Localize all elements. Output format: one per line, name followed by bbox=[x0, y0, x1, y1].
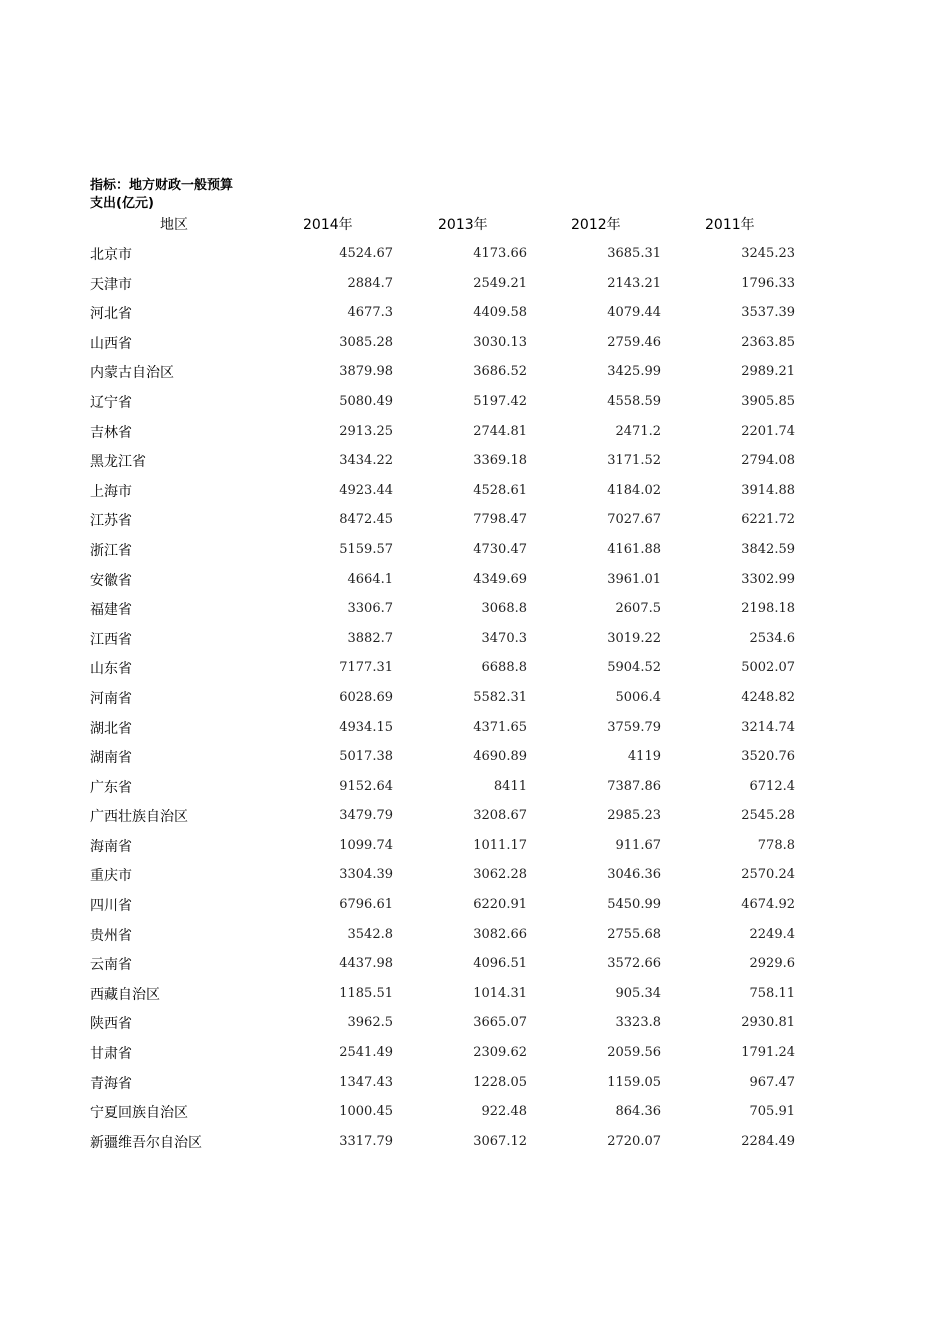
value-2014-cell: 4677.3 bbox=[347, 305, 393, 321]
value-2013-cell: 3686.52 bbox=[473, 364, 527, 380]
value-2012-cell: 3759.79 bbox=[607, 719, 661, 735]
value-2013-cell: 7798.47 bbox=[473, 512, 527, 528]
table-row bbox=[0, 682, 950, 712]
value-2014-cell: 2913.25 bbox=[339, 423, 393, 439]
value-2012-cell: 1159.05 bbox=[607, 1074, 661, 1090]
table-row bbox=[0, 1067, 950, 1097]
table-row bbox=[0, 1096, 950, 1126]
value-2014-cell: 3085.28 bbox=[339, 334, 393, 350]
value-2013-cell: 2744.81 bbox=[473, 423, 527, 439]
region-cell: 宁夏回族自治区 bbox=[90, 1105, 188, 1122]
value-2014-cell: 4437.98 bbox=[339, 956, 393, 972]
value-2011-cell: 3905.85 bbox=[741, 393, 795, 409]
value-2012-cell: 7387.86 bbox=[607, 778, 661, 794]
region-cell: 江西省 bbox=[90, 631, 132, 648]
value-2014-cell: 3882.7 bbox=[347, 630, 393, 646]
region-cell: 陕西省 bbox=[90, 1016, 132, 1033]
value-2012-cell: 2143.21 bbox=[607, 275, 661, 291]
table-row bbox=[0, 445, 950, 475]
value-2012-cell: 3961.01 bbox=[607, 571, 661, 587]
value-2014-cell: 4524.67 bbox=[339, 246, 393, 261]
region-cell: 天津市 bbox=[90, 276, 132, 293]
region-cell: 山西省 bbox=[90, 335, 132, 352]
value-2011-cell: 2545.28 bbox=[741, 808, 795, 824]
region-cell: 河南省 bbox=[90, 690, 132, 707]
value-2011-cell: 1791.24 bbox=[741, 1045, 795, 1061]
table-row bbox=[0, 356, 950, 386]
value-2014-cell: 2541.49 bbox=[339, 1045, 393, 1061]
region-cell: 江苏省 bbox=[90, 513, 132, 530]
table-row bbox=[0, 830, 950, 860]
value-2013-cell: 1228.05 bbox=[473, 1074, 527, 1090]
value-2011-cell: 1796.33 bbox=[741, 275, 795, 291]
table-row bbox=[0, 859, 950, 889]
region-cell: 新疆维吾尔自治区 bbox=[90, 1134, 202, 1151]
table-body bbox=[0, 238, 950, 1155]
value-2013-cell: 4409.58 bbox=[473, 305, 527, 321]
table-header bbox=[0, 212, 950, 234]
value-2012-cell: 5450.99 bbox=[607, 897, 661, 913]
region-cell: 海南省 bbox=[90, 838, 132, 855]
header-2011: 2011年 bbox=[705, 217, 755, 233]
region-cell: 四川省 bbox=[90, 898, 132, 915]
value-2011-cell: 705.91 bbox=[749, 1104, 795, 1120]
region-cell: 云南省 bbox=[90, 957, 132, 974]
value-2014-cell: 1185.51 bbox=[339, 985, 393, 1001]
value-2011-cell: 2989.21 bbox=[741, 364, 795, 380]
value-2013-cell: 1014.31 bbox=[473, 985, 527, 1001]
value-2013-cell: 3030.13 bbox=[473, 334, 527, 350]
region-cell: 浙江省 bbox=[90, 542, 132, 559]
value-2012-cell: 5904.52 bbox=[607, 660, 661, 676]
value-2012-cell: 4184.02 bbox=[607, 482, 661, 498]
value-2013-cell: 3208.67 bbox=[473, 808, 527, 824]
value-2014-cell: 9152.64 bbox=[339, 778, 393, 794]
header-2013: 2013年 bbox=[438, 217, 488, 233]
value-2012-cell: 4161.88 bbox=[607, 541, 661, 557]
value-2014-cell: 6028.69 bbox=[339, 689, 393, 705]
value-2014-cell: 8472.45 bbox=[339, 512, 393, 528]
table-row bbox=[0, 800, 950, 830]
value-2013-cell: 3665.07 bbox=[473, 1015, 527, 1031]
value-2012-cell: 3171.52 bbox=[607, 453, 661, 469]
value-2013-cell: 3082.66 bbox=[473, 926, 527, 942]
value-2013-cell: 5197.42 bbox=[473, 393, 527, 409]
value-2011-cell: 3914.88 bbox=[741, 482, 795, 498]
value-2014-cell: 3304.39 bbox=[339, 867, 393, 883]
value-2013-cell: 4096.51 bbox=[473, 956, 527, 972]
region-cell: 重庆市 bbox=[90, 868, 132, 885]
value-2011-cell: 2534.6 bbox=[749, 630, 795, 646]
value-2013-cell: 1011.17 bbox=[473, 837, 527, 853]
value-2012-cell: 2471.2 bbox=[615, 423, 661, 439]
table-row bbox=[0, 623, 950, 653]
value-2011-cell: 3537.39 bbox=[741, 305, 795, 321]
value-2011-cell: 3302.99 bbox=[741, 571, 795, 587]
value-2011-cell: 778.8 bbox=[757, 837, 795, 853]
table-row bbox=[0, 919, 950, 949]
table-row bbox=[0, 978, 950, 1008]
value-2011-cell: 2198.18 bbox=[741, 601, 795, 617]
value-2012-cell: 2755.68 bbox=[607, 926, 661, 942]
value-2013-cell: 3470.3 bbox=[481, 630, 527, 646]
value-2011-cell: 2363.85 bbox=[741, 334, 795, 350]
value-2014-cell: 5017.38 bbox=[339, 749, 393, 765]
value-2014-cell: 1000.45 bbox=[339, 1104, 393, 1120]
value-2013-cell: 2309.62 bbox=[473, 1045, 527, 1061]
table-row bbox=[0, 327, 950, 357]
value-2011-cell: 2930.81 bbox=[741, 1015, 795, 1031]
value-2013-cell: 3369.18 bbox=[473, 453, 527, 469]
value-2012-cell: 864.36 bbox=[615, 1104, 661, 1120]
table-row bbox=[0, 238, 950, 268]
region-cell: 山东省 bbox=[90, 661, 132, 678]
region-cell: 湖北省 bbox=[90, 720, 132, 737]
value-2014-cell: 4934.15 bbox=[339, 719, 393, 735]
region-cell: 贵州省 bbox=[90, 927, 132, 944]
value-2013-cell: 6688.8 bbox=[481, 660, 527, 676]
table-row bbox=[0, 889, 950, 919]
value-2013-cell: 4730.47 bbox=[473, 541, 527, 557]
value-2014-cell: 1099.74 bbox=[339, 837, 393, 853]
header-2014: 2014年 bbox=[303, 217, 353, 233]
table-row bbox=[0, 948, 950, 978]
region-cell: 辽宁省 bbox=[90, 394, 132, 411]
table-row bbox=[0, 268, 950, 298]
value-2013-cell: 4690.89 bbox=[473, 749, 527, 765]
value-2012-cell: 4079.44 bbox=[607, 305, 661, 321]
value-2012-cell: 3425.99 bbox=[607, 364, 661, 380]
value-2012-cell: 2985.23 bbox=[607, 808, 661, 824]
value-2012-cell: 5006.4 bbox=[615, 689, 661, 705]
table-row bbox=[0, 652, 950, 682]
value-2013-cell: 4349.69 bbox=[473, 571, 527, 587]
value-2012-cell: 4558.59 bbox=[607, 393, 661, 409]
value-2011-cell: 5002.07 bbox=[741, 660, 795, 676]
value-2014-cell: 7177.31 bbox=[339, 660, 393, 676]
region-cell: 青海省 bbox=[90, 1075, 132, 1092]
value-2012-cell: 3572.66 bbox=[607, 956, 661, 972]
value-2013-cell: 8411 bbox=[493, 778, 527, 794]
value-2014-cell: 3879.98 bbox=[339, 364, 393, 380]
value-2012-cell: 2059.56 bbox=[607, 1045, 661, 1061]
value-2012-cell: 2607.5 bbox=[615, 601, 661, 617]
table-row bbox=[0, 1037, 950, 1067]
value-2013-cell: 6220.91 bbox=[473, 897, 527, 913]
value-2011-cell: 2249.4 bbox=[749, 926, 795, 942]
value-2011-cell: 2570.24 bbox=[741, 867, 795, 883]
table-row bbox=[0, 416, 950, 446]
value-2012-cell: 911.67 bbox=[615, 837, 661, 853]
value-2014-cell: 2884.7 bbox=[347, 275, 393, 291]
value-2013-cell: 4528.61 bbox=[473, 482, 527, 498]
value-2012-cell: 3046.36 bbox=[607, 867, 661, 883]
region-cell: 北京市 bbox=[90, 247, 132, 263]
value-2013-cell: 5582.31 bbox=[473, 689, 527, 705]
value-2011-cell: 2201.74 bbox=[741, 423, 795, 439]
region-cell: 安徽省 bbox=[90, 572, 132, 589]
table-row bbox=[0, 534, 950, 564]
value-2011-cell: 3520.76 bbox=[741, 749, 795, 765]
value-2011-cell: 967.47 bbox=[749, 1074, 795, 1090]
value-2014-cell: 3542.8 bbox=[347, 926, 393, 942]
region-cell: 广西壮族自治区 bbox=[90, 809, 188, 826]
value-2011-cell: 3245.23 bbox=[741, 246, 795, 261]
value-2014-cell: 4664.1 bbox=[347, 571, 393, 587]
table-row bbox=[0, 386, 950, 416]
indicator-title-line1: 指标：地方财政一般预算 bbox=[90, 178, 234, 193]
value-2013-cell: 3067.12 bbox=[473, 1133, 527, 1149]
region-cell: 上海市 bbox=[90, 483, 132, 500]
table-row bbox=[0, 1126, 950, 1156]
region-cell: 湖南省 bbox=[90, 750, 132, 767]
value-2011-cell: 2284.49 bbox=[741, 1133, 795, 1149]
value-2012-cell: 3685.31 bbox=[607, 246, 661, 261]
value-2013-cell: 3068.8 bbox=[481, 601, 527, 617]
table-row bbox=[0, 564, 950, 594]
value-2014-cell: 5080.49 bbox=[339, 393, 393, 409]
value-2011-cell: 6221.72 bbox=[741, 512, 795, 528]
table-row bbox=[0, 475, 950, 505]
value-2012-cell: 905.34 bbox=[615, 985, 661, 1001]
value-2014-cell: 1347.43 bbox=[339, 1074, 393, 1090]
value-2011-cell: 6712.4 bbox=[749, 778, 795, 794]
region-cell: 广东省 bbox=[90, 779, 132, 796]
value-2013-cell: 4173.66 bbox=[473, 246, 527, 261]
value-2011-cell: 4248.82 bbox=[741, 689, 795, 705]
value-2012-cell: 3323.8 bbox=[615, 1015, 661, 1031]
region-cell: 福建省 bbox=[90, 602, 132, 619]
value-2011-cell: 4674.92 bbox=[741, 897, 795, 913]
header-2012: 2012年 bbox=[571, 217, 621, 233]
value-2012-cell: 7027.67 bbox=[607, 512, 661, 528]
value-2012-cell: 4119 bbox=[627, 749, 661, 765]
value-2014-cell: 4923.44 bbox=[339, 482, 393, 498]
value-2014-cell: 3317.79 bbox=[339, 1133, 393, 1149]
region-cell: 内蒙古自治区 bbox=[90, 365, 174, 382]
value-2011-cell: 2929.6 bbox=[749, 956, 795, 972]
table-row bbox=[0, 297, 950, 327]
region-cell: 黑龙江省 bbox=[90, 454, 146, 471]
table-row bbox=[0, 771, 950, 801]
value-2013-cell: 4371.65 bbox=[473, 719, 527, 735]
value-2014-cell: 3434.22 bbox=[339, 453, 393, 469]
value-2014-cell: 5159.57 bbox=[339, 541, 393, 557]
region-cell: 河北省 bbox=[90, 306, 132, 323]
table-row bbox=[0, 1007, 950, 1037]
value-2013-cell: 3062.28 bbox=[473, 867, 527, 883]
indicator-title bbox=[90, 177, 270, 213]
value-2011-cell: 3214.74 bbox=[741, 719, 795, 735]
value-2014-cell: 3306.7 bbox=[347, 601, 393, 617]
value-2013-cell: 2549.21 bbox=[473, 275, 527, 291]
value-2014-cell: 3479.79 bbox=[339, 808, 393, 824]
value-2013-cell: 922.48 bbox=[481, 1104, 527, 1120]
table-row bbox=[0, 504, 950, 534]
table-row bbox=[0, 741, 950, 771]
value-2014-cell: 6796.61 bbox=[339, 897, 393, 913]
region-cell: 吉林省 bbox=[90, 424, 132, 441]
table-row bbox=[0, 712, 950, 742]
value-2014-cell: 3962.5 bbox=[347, 1015, 393, 1031]
region-cell: 甘肃省 bbox=[90, 1046, 132, 1063]
indicator-title-line2: 支出(亿元) bbox=[90, 196, 154, 211]
value-2012-cell: 2759.46 bbox=[607, 334, 661, 350]
value-2011-cell: 3842.59 bbox=[741, 541, 795, 557]
value-2011-cell: 2794.08 bbox=[741, 453, 795, 469]
region-cell: 西藏自治区 bbox=[90, 986, 160, 1003]
value-2012-cell: 2720.07 bbox=[607, 1133, 661, 1149]
header-region: 地区 bbox=[160, 217, 188, 233]
table-row bbox=[0, 593, 950, 623]
value-2012-cell: 3019.22 bbox=[607, 630, 661, 646]
value-2011-cell: 758.11 bbox=[749, 985, 795, 1001]
